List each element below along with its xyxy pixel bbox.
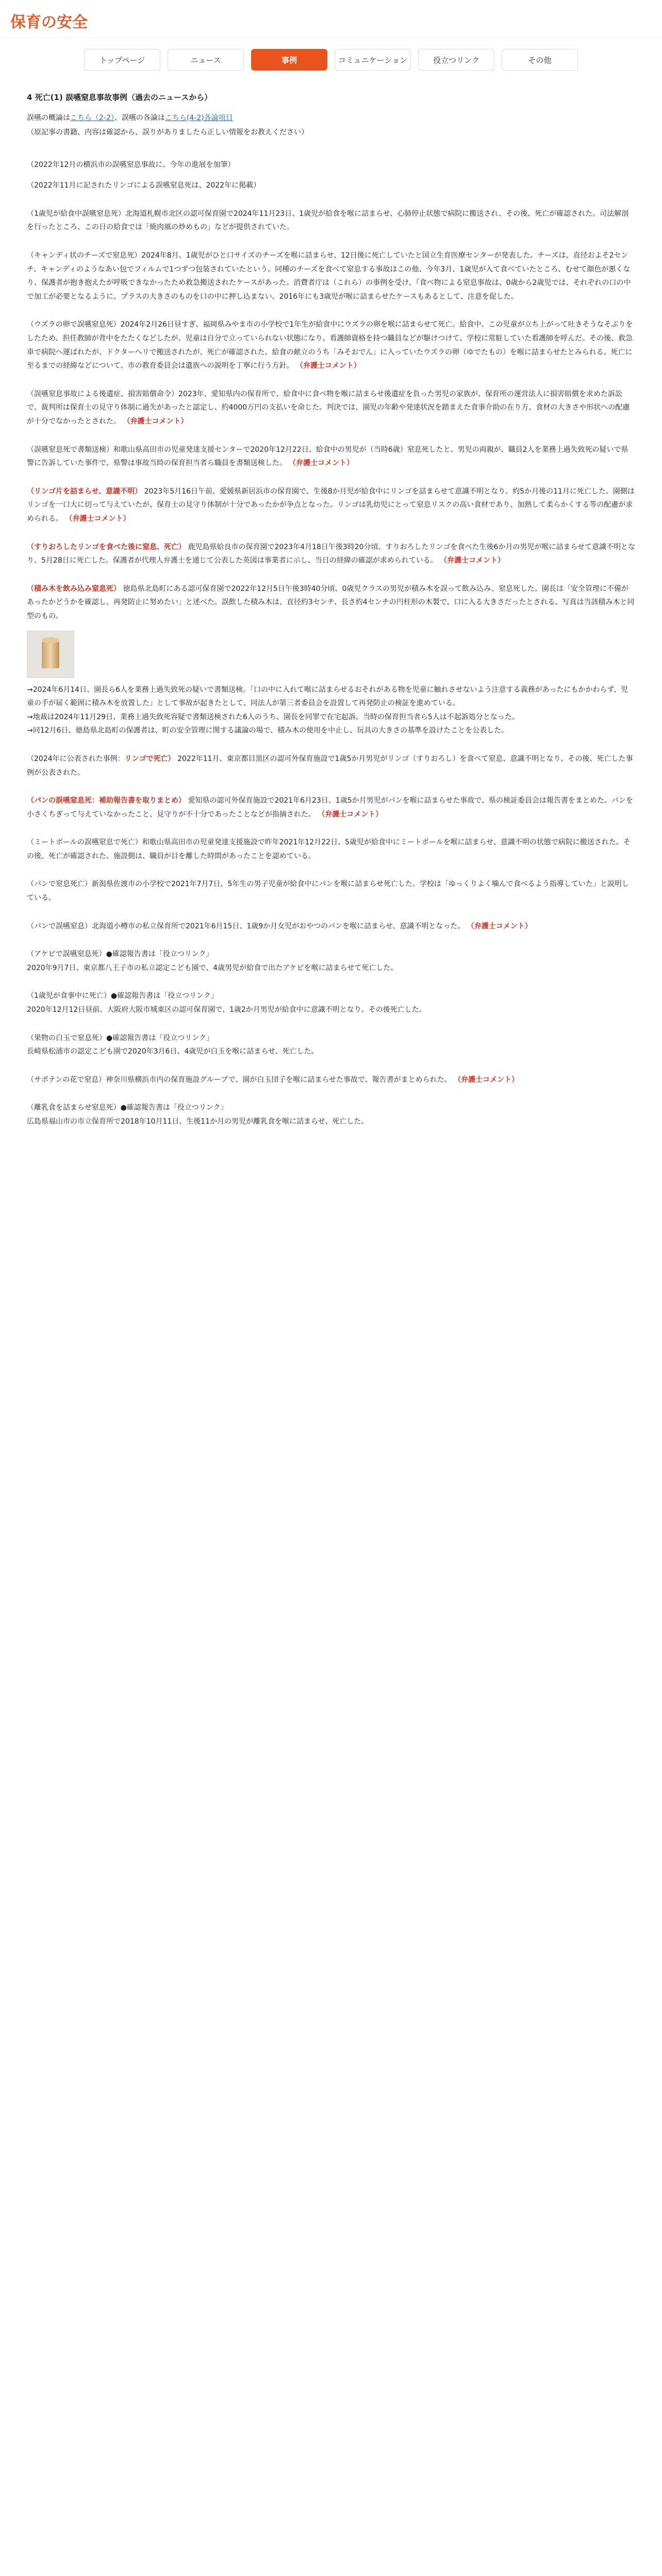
article-text: 鹿児島県姶良市の保育園で2023年4月18日午後3時20分頃、すりおろしたリンゴを食べた生後6か月の男児が喉に詰まらせて意識不明となり、5月28日に死亡した。保護者が代理人弁護士を通じて公表した英図は事業者に示し、当日の経緯の確認が求められている。: [27, 543, 636, 565]
global-nav: [0, 38, 662, 71]
article: [27, 318, 635, 372]
article-followup: →地裁は2024年11月29日、業務上過失致死容疑で書類送検された6人のうち、園長を同罪で在宅起訴。当時の保育担当者ら5人は不起訴処分となった。: [27, 713, 519, 721]
article-text: 2023年5月16日午前、愛媛県新居浜市の保育園で、生後8か月児が給食中にリンゴを詰まらせて意識不明となり、約5か月後の11月に死亡した。園側はリンゴを一口大に切って与えていたが、保育士の見守り体制が十分であったかが争点となった。リンゴは乳幼児にとって窒息リスクの高い食材であり、加熱して柔らかくする等の配慮が求められる。: [27, 487, 635, 523]
article: [27, 540, 635, 568]
article-text: （1歳児が給食中誤嚥窒息死）北海道札幌市北区の認可保育園で2024年11月23日、1歳児が給食を喉に詰まらせ、心肺停止状態で病院に搬送され、その後、死亡が確認された。司法解剖を行ったところ、この日の給食では「焼肉風の炒めもの」などが提供されていた。: [27, 209, 629, 232]
intro: [27, 111, 635, 140]
article-title: （1歳児が食事中に死亡）●確認報告書は「役立つリンク」: [27, 992, 218, 1001]
lawyer-comment-link[interactable]: （弁護士コメント）: [289, 459, 354, 468]
nav-communication[interactable]: コミュニケーション: [335, 49, 411, 71]
article-text: 2020年12月12日昼前、大阪府大阪市城東区の認可保育園で、1歳2か月男児が給食中に意識不明となり、その後死亡した。: [27, 1006, 426, 1014]
nav-cases[interactable]: 事例: [251, 49, 327, 71]
article-text: （パンで誤嚥窒息）北海道小樽市の私立保育所で2021年6月15日、1歳9か月女児がおやつのパンを喉に詰まらせ、意識不明となった。: [27, 922, 465, 930]
main-content: [27, 71, 635, 1129]
nav-news[interactable]: ニュース: [168, 49, 244, 71]
page-heading: 4 死亡(1) 誤嚥窒息事故事例（過去のニュースから）: [27, 93, 212, 102]
update-note-2: （2022年11月に記されたリンゴによる誤嚥窒息死は、2022年に掲載）: [27, 181, 261, 190]
article-lead: （リンゴ片を詰まらせ、意識不明）: [27, 487, 142, 496]
article-text: 広島県福山市の市立保育所で2018年10月11日、生後11か月の男児が離乳食を喉に詰まらせ、死亡した。: [27, 1117, 369, 1126]
update-note-1: （2022年12月の横浜市の誤嚥窒息事故に、今年の進展を加筆）: [27, 160, 235, 169]
article: [27, 920, 635, 934]
article-text: 徳島県北島町にある認可保育園で2022年12月5日午後3時40分頃、0歳児クラスの男児が積み木を誤って飲み込み、窒息死した。園長は「安全管理に不備があったかどうかを確認し、再発防止に努めたい」と述べた。誤飲した積み木は、直径約3センチ、長さ約4センチの円柱形の木製で、口に入る大きさだったとされる。写真は当該積み木と同型のもの。: [27, 584, 635, 620]
lawyer-comment-link[interactable]: （弁護士コメント）: [123, 417, 188, 426]
site-header: [0, 0, 662, 38]
article: [27, 582, 635, 738]
article-title: （アケビで誤嚥窒息死）●確認報告書は「役立つリンク」: [27, 950, 213, 959]
article-text: 2022年11月、東京都目黒区の認可外保育施設で1歳5か月男児がリンゴ（すりおろし）を食べて窒息、意識不明となり、その後、死亡した事例が公表された。: [27, 754, 633, 777]
article-text: 愛知県の認可外保育施設で2021年6月23日、1歳5か月男児がパンを喉に詰まらせた事故で、県の検証委員会は報告書をまとめた。パンを小さくちぎって与えていなかったこと、見守りが不十分であったことなどが指摘された。: [27, 796, 633, 819]
article-text: （誤嚥窒息死で書類送検）和歌山県高田市の児童発達支援センターで2020年12月22日、給食中の男児が（当時6歳）窒息死したと、男児の両親が、職員2人を業務上過失致死の疑いで県警に告訴していた事件で、県警は事故当時の保育担当者ら職員を書類送検した。: [27, 445, 628, 468]
lawyer-comment-link[interactable]: （弁護士コメント）: [295, 362, 361, 370]
article: [27, 443, 635, 470]
article: [27, 1031, 635, 1059]
intro-text-b: 、誤嚥の各論は: [114, 113, 165, 122]
update-notes: [27, 158, 635, 193]
article-text: （誤嚥窒息事故による後遺症、損害賠償命令）2023年、愛知県内の保育所で、給食中に食べ物を喉に詰まらせ後遺症を負った男児の家族が、保育所の運営法人に損害賠償を求めた訴訟で、裁判所は保育士の見守り体制に過失があったと認定し、約4000万円の支払いを命じた。判決では、園児の年齢や発達状況を踏まえた食事介助の在り方、食材の大きさや形状への配慮が十分でなかったとされた。: [27, 389, 630, 426]
intro-link-1[interactable]: こちら（2-2）: [70, 113, 114, 122]
nav-top[interactable]: トップページ: [84, 49, 160, 71]
article-title: （離乳食を詰まらせ窒息死）●確認報告書は「役立つリンク」: [27, 1104, 228, 1112]
intro-link-2[interactable]: こちら(4-2)各論項目: [164, 113, 233, 122]
article: [27, 794, 635, 821]
article-followup: →2024年6月14日、園長ら6人を業務上過失致死の疑いで書類送検。「口の中に入れて喉に詰まらせるおそれがある物を児童に触れさせないよう注意する義務があったにもかかわらず、児童の手が届く範囲に積み木を放置した」として事故が起きたとして、同法人が第三者委員会を設置して再発防止の検証を進めている。: [27, 685, 628, 708]
article: [27, 752, 635, 779]
article-text: （パンで窒息死亡）新潟県佐渡市の小学校で2021年7月7日、5年生の男子児童が給食中にパンを喉に詰まらせ死亡した。学校は「ゆっくりよく噛んで食べるよう指導していた」と説明している。: [27, 880, 629, 903]
lawyer-comment-link[interactable]: （弁護士コメント）: [318, 810, 383, 819]
lawyer-comment-link[interactable]: （弁護士コメント）: [440, 556, 505, 565]
article: [27, 249, 635, 303]
article-lead-red: リンゴで死亡）: [124, 754, 175, 763]
article-text: 2020年9月7日、東京都八王子市の私立認定こども園で、4歳男児が給食で出たアケビを喉に詰まらせて死亡した。: [27, 963, 398, 972]
intro-line-2: （原記事の書籍、内容は確認から、誤りがありましたら正しい情報をお教えください）: [27, 128, 308, 137]
intro-line-1: [27, 111, 635, 125]
article: [27, 387, 635, 429]
article-followup: →同12月6日、徳島県北島町の保護者は、町の安全管理に関する議論の場で、積み木の使用を中止し、玩具の大きさの基準を設けたことを公表した。: [27, 726, 509, 735]
article: [27, 836, 635, 863]
article: [27, 877, 635, 905]
article-text: （キャンディ状のチーズで窒息死）2024年8月、1歳児がひと口サイズのチーズを喉に詰まらせ、12日後に死亡していたと国立生育医療センターが発表した。チーズは、直径およそ2センチ、キャンディのようなあい包でフィルムで1つずつ包装されていたという。同種のチーズを食べて窒息する事故はこの他、今年3月、1歳児が入て食べていたところ、むせて顔色が悪くなり、保護者が抱き抱えたが呼吸できなかったため救急搬送されたケースがあった。消費者庁は（これら）の事例を受け、『食べ物による窒息事故は、0歳から2歳児では、それぞれの口の中で加工が必要となるように、プラスの大きさのものを口の中に押し込まない。2016年にも3歳児が喉に詰まらせたケースもあるとして、注意を促した。: [27, 251, 631, 301]
lawyer-comment-link[interactable]: （弁護士コメント）: [454, 1075, 519, 1084]
article: [27, 947, 635, 975]
wooden-block-photo: [27, 631, 74, 678]
article-text: （ミートボールの誤嚥窒息で死亡）和歌山県高田市の児童発達支援施設で昨年2021年12月22日、5歳児が給食中にミートボールを喉に詰まらせ、意識不明の状態で病院に搬送された。その後、死亡が確認された。施設側は、職員が目を離した時間があったことを認めている。: [27, 838, 631, 860]
wooden-block-icon: [42, 640, 59, 668]
article-text: 長崎県松浦市の認定こども園で2020年3月6日、4歳児が白玉を喉に詰まらせ、死亡した。: [27, 1047, 319, 1056]
article-text: （サポテンの花で窒息）神奈川県横浜市内の保育施設グループで、園が白玉団子を喉に詰まらせた事故で、報告書がまとめられた。: [27, 1075, 452, 1084]
article-text: （ウズラの卵で誤嚥窒息死）2024年2月26日昼すぎ、福岡県みやま市の小学校で1年生が給食中にウズラの卵を喉に詰まらせて死亡。給食中、この児童が立ち上がって吐きそうなそぶりをしたため、担任教師が背中をたたくなどしたが、児童は自分で立っていられない状態になり、看護師資格を持つ職員などが駆けつけて、学校に常駐していた看護師を呼んだ。その後、救急車で病院へ運ばれたが、ドクターヘリで搬送されたが、死亡が確認された。給食の献立のうち「みそおでん」に入っていたウズラの卵（ゆでたもの）を喉に詰まらせたとみられる。死亡に至るまでの経緯などについて、市の教育委員会は遺族への説明を丁寧に行う方針。: [27, 320, 633, 370]
nav-links[interactable]: 役立つリンク: [418, 49, 494, 71]
article: [27, 485, 635, 526]
article-title: （果物の白玉で窒息死）●確認報告書は「役立つリンク」: [27, 1033, 213, 1042]
intro-text-a: 誤嚥の概論は: [27, 113, 70, 122]
article: [27, 989, 635, 1016]
article: [27, 1101, 635, 1128]
site-title[interactable]: 保育の安全: [10, 13, 88, 31]
article: [27, 207, 635, 234]
article-lead: （2024年に公表された事例：: [27, 754, 125, 763]
lawyer-comment-link[interactable]: （弁護士コメント）: [467, 922, 532, 930]
article-lead: （パンの誤嚥窒息死：補助報告書を取りまとめ）: [27, 796, 186, 805]
article-lead: （すりおろしたリンゴを食べた後に窒息、死亡）: [27, 543, 186, 551]
article-lead: （積み木を飲み込み窒息死）: [27, 584, 121, 593]
nav-other[interactable]: その他: [502, 49, 578, 71]
lawyer-comment-link[interactable]: （弁護士コメント）: [65, 514, 130, 523]
article: [27, 1073, 635, 1087]
